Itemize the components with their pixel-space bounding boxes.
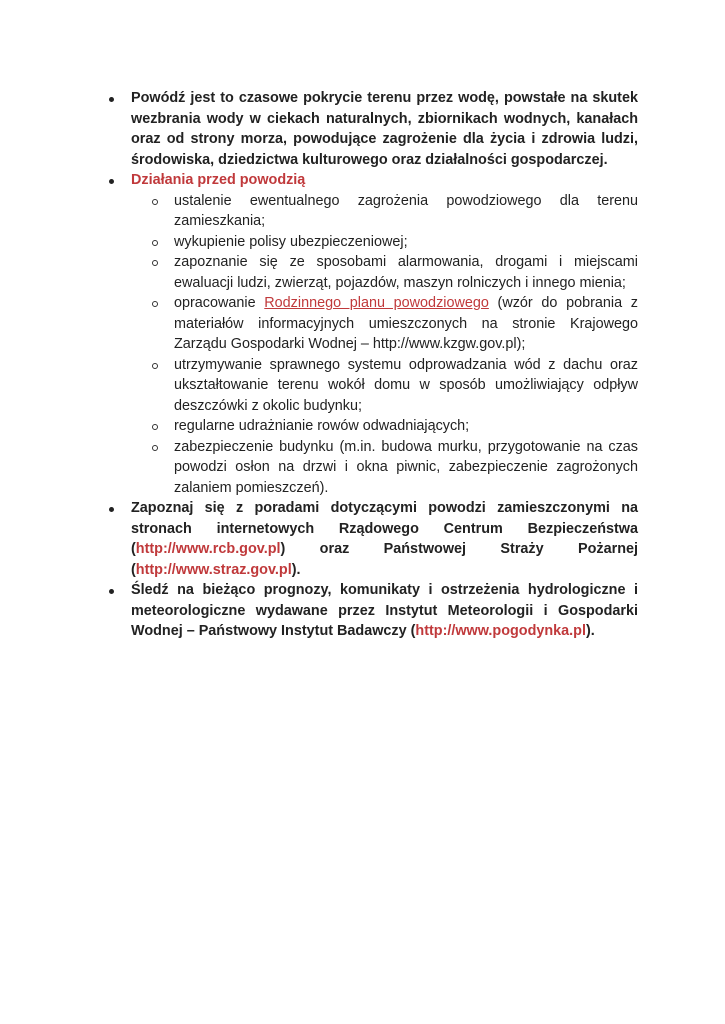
sub-item-text: utrzymywanie sprawnego systemu odprowadzania wód z dachu oraz ukształtowanie terenu wokół domu w sposób umożliwiający odpływ deszczówki z okolic budynku; [174, 356, 638, 414]
circle-bullet-icon [152, 199, 158, 205]
bullet-follow-forecasts [0, 580, 638, 642]
forecasts-text [131, 580, 638, 642]
main-bullet-list [0, 88, 725, 642]
advice-text-part1: Zapoznaj się z poradami dotyczącymi powodzi zamieszczonymi na stronach internetowych Rządowego Centrum Bezpieczeństwa ( [131, 500, 638, 557]
straz-link[interactable]: http://www.straz.gov.pl [135, 561, 292, 578]
circle-bullet-icon [152, 240, 158, 246]
pogodynka-link[interactable]: http://www.pogodynka.pl [415, 623, 586, 639]
list-item [0, 355, 638, 417]
list-item [0, 232, 638, 253]
rcb-link[interactable]: http://www.rcb.gov.pl [135, 541, 281, 557]
actions-sub-list [131, 191, 638, 499]
bullet-advice-links [0, 498, 638, 580]
bullet-dot-icon [109, 179, 114, 184]
flood-definition-text: Powódź jest to czasowe pokrycie terenu przez wodę, powstałe na skutek wezbrania wody w ciekach naturalnych, zbiornikach wodnych, kanałach oraz od strony morza, powodujące zagrożenie dla życia i zdrowia ludzi, środowiska, dziedzictwa kulturowego oraz działalności gospodarczej. [131, 90, 638, 168]
list-item [0, 437, 638, 499]
family-flood-plan-link[interactable]: Rodzinnego planu powodziowego [264, 295, 489, 311]
bullet-dot-icon [109, 97, 114, 102]
circle-bullet-icon [152, 301, 158, 307]
advice-text [131, 498, 638, 580]
forecasts-text-part1: Śledź na bieżąco prognozy, komunikaty i ostrzeżenia hydrologiczne i meteorologiczne wydawane przez Instytut Meteorologii i Gospodarki Wodnej – Państwowy Instytut Badawczy ( [131, 582, 638, 639]
circle-bullet-icon [152, 260, 158, 266]
list-item [0, 293, 638, 355]
bullet-dot-icon [109, 589, 114, 594]
list-item [0, 252, 638, 293]
sub-item-text-pre: opracowanie [174, 295, 265, 311]
forecasts-text-part2: ). [585, 623, 595, 639]
circle-bullet-icon [152, 445, 158, 451]
advice-text-part3: ). [291, 561, 301, 578]
bullet-dot-icon [109, 507, 114, 512]
bullet-flood-definition [0, 88, 638, 170]
sub-item-text [174, 293, 638, 355]
bullet-actions-before-flood [0, 170, 638, 498]
actions-heading: Działania przed powodzią [131, 172, 306, 188]
sub-item-text-post: (wzór do pobrania z materiałów informacyjnych umieszczonych na stronie Krajowego Zarządu Gospodarki Wodnej – http://www.kzgw.gov.pl); [174, 295, 638, 352]
circle-bullet-icon [152, 424, 158, 430]
sub-item-text: zabezpieczenie budynku (m.in. budowa murku, przygotowanie na czas powodzi osłon na drzwi i okna piwnic, zabezpieczenie zagrożonych zalaniem pomieszczeń). [174, 438, 638, 496]
sub-item-text: zapoznanie się ze sposobami alarmowania, drogami i miejscami ewaluacji ludzi, zwierząt, pojazdów, maszyn rolniczych i innego mienia; [174, 254, 638, 291]
sub-item-text: ustalenie ewentualnego zagrożenia powodziowego dla terenu zamieszkania; [174, 192, 638, 229]
list-item [0, 416, 638, 437]
list-item [0, 191, 638, 232]
advice-text-part2: ) oraz Państwowej Straży Pożarnej ( [131, 541, 638, 578]
sub-item-text: wykupienie polisy ubezpieczeniowej; [174, 233, 408, 250]
sub-item-text: regularne udrażnianie rowów odwadniających; [174, 418, 470, 434]
circle-bullet-icon [152, 363, 158, 369]
